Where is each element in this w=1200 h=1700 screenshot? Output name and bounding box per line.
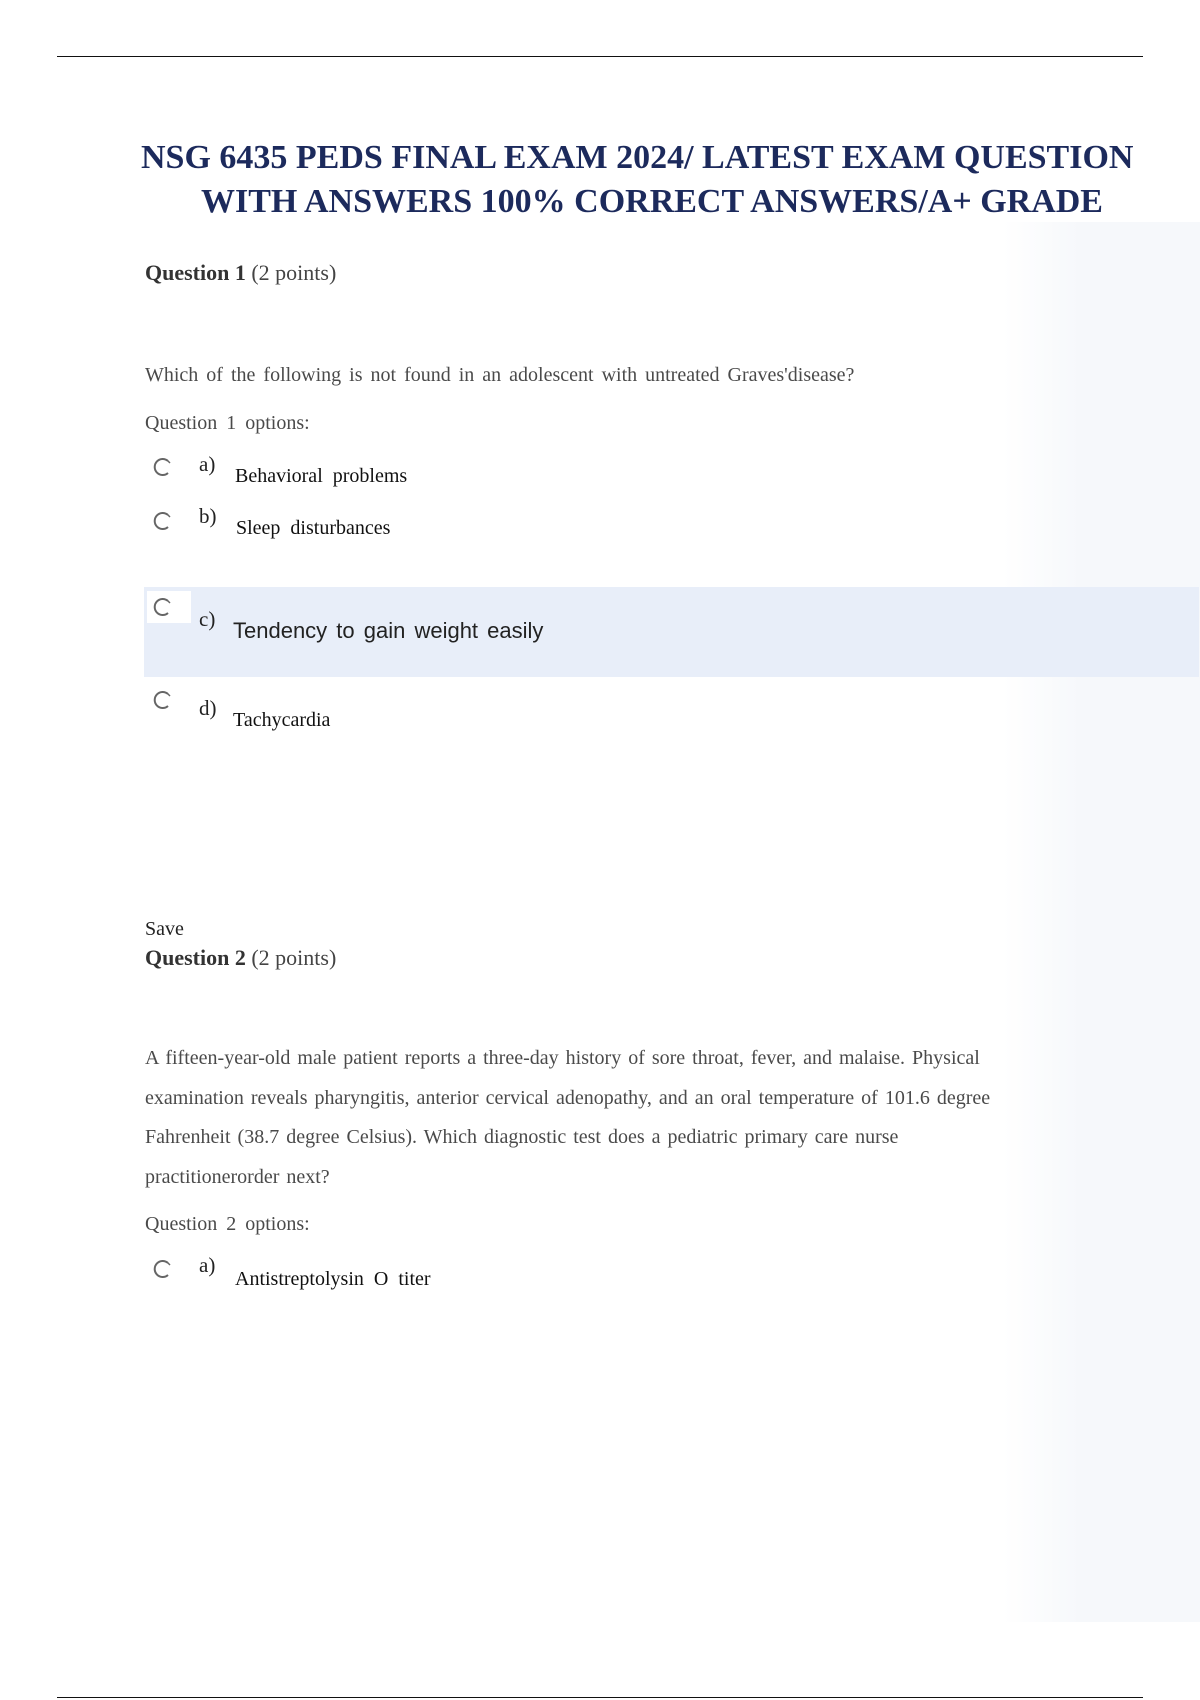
question-1-points: (2 points) bbox=[251, 260, 337, 285]
document-title bbox=[130, 136, 1200, 224]
page-shade bbox=[1003, 222, 1200, 1622]
question-2-label: Question 2 bbox=[145, 945, 246, 970]
question-2-options-label: Question 2 options: bbox=[145, 1213, 310, 1235]
bottom-rule bbox=[57, 1697, 1143, 1698]
radio-button-icon[interactable] bbox=[152, 1258, 174, 1280]
radio-button-icon[interactable] bbox=[152, 456, 174, 478]
q1-option-c-text: Tendency to gain weight easily bbox=[233, 618, 544, 643]
q1-option-d[interactable] bbox=[145, 689, 1200, 735]
q1-option-c[interactable] bbox=[144, 587, 1199, 677]
q1-option-d-letter: d) bbox=[199, 696, 217, 720]
q1-option-a[interactable] bbox=[145, 452, 1200, 496]
question-1-options-label: Question 1 options: bbox=[145, 412, 310, 434]
top-rule bbox=[57, 56, 1143, 57]
q1-option-d-text: Tachycardia bbox=[233, 709, 331, 731]
title-line-2: WITH ANSWERS 100% CORRECT ANSWERS/A+ GRADE bbox=[201, 183, 1103, 220]
radio-button-icon[interactable] bbox=[152, 596, 174, 618]
q1-option-c-letter: c) bbox=[199, 607, 216, 631]
title-line-1: NSG 6435 PEDS FINAL EXAM 2024/ LATEST EXAM QUESTION bbox=[141, 139, 1134, 176]
q1-option-b[interactable] bbox=[145, 504, 1200, 548]
q1-option-b-text: Sleep disturbances bbox=[236, 517, 391, 539]
q2-option-a[interactable] bbox=[145, 1253, 1200, 1299]
question-1-text: Which of the following is not found in an adolescent with untreated Graves'disease? bbox=[145, 364, 855, 386]
radio-button-icon[interactable] bbox=[152, 689, 174, 711]
q1-option-a-letter: a) bbox=[199, 452, 216, 476]
radio-button-icon[interactable] bbox=[152, 510, 174, 532]
question-1-header bbox=[145, 260, 336, 286]
question-2-header bbox=[145, 945, 336, 971]
question-2-points: (2 points) bbox=[251, 945, 337, 970]
question-1-label: Question 1 bbox=[145, 260, 246, 285]
q2-option-a-text: Antistreptolysin O titer bbox=[235, 1268, 431, 1290]
q2-option-a-letter: a) bbox=[199, 1253, 216, 1277]
q1-option-a-text: Behavioral problems bbox=[235, 465, 408, 487]
q1-option-b-letter: b) bbox=[199, 504, 217, 528]
question-2-text: A fifteen-year-old male patient reports a three-day history of sore throat, fever, and malaise. Physical examination reveals pharyngitis, anterior cervical adenopathy, and an oral temperature of 101.6 degree Fahrenheit (38.7 degree Celsius). Which diagnostic test does a pediatric primary care nurse practitionerorder next? bbox=[145, 1047, 991, 1188]
save-button[interactable]: Save bbox=[145, 918, 184, 940]
